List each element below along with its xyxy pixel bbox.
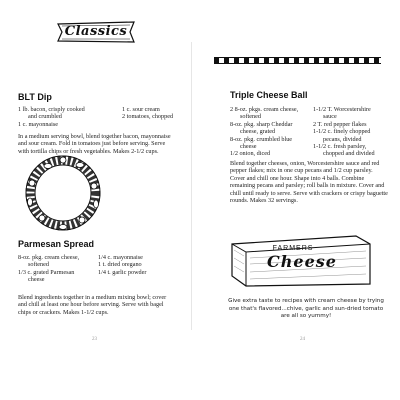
wreath-icon: [20, 150, 106, 236]
ingredient-line: 1-1/2 T. Worcestershire: [313, 106, 371, 113]
cheese-ball-ingredients-col1: [230, 106, 298, 158]
method-line: chips or crackers. Makes 1-1/2 cups.: [18, 308, 109, 316]
method-line: pepper flakes; mix in one cup pecans and 1/2 cup parsley.: [230, 167, 373, 175]
blt-ingredients-col1: [18, 106, 85, 128]
ingredient-line: 2 tomatoes, chopped: [122, 113, 174, 121]
tip-text: [226, 298, 386, 321]
ingredient-line: chopped and divided: [323, 150, 375, 158]
checkered-border: [214, 57, 381, 64]
ingredient-line: softened: [240, 113, 261, 121]
method-line: chill until ready to serve. Serve with crackers or crispy baguette: [230, 189, 388, 197]
tip-line: Give extra taste to recipes with cream cheese by trying: [228, 298, 384, 304]
ingredient-line: softened: [28, 261, 49, 269]
ingredient-line: 1/4 t. garlic powder: [98, 268, 147, 276]
banner-title: Classics: [64, 24, 128, 39]
classics-banner: [56, 20, 136, 44]
tip-line: one that's flavored...chive, garlic and sun-dried tomato: [228, 305, 384, 312]
ingredient-line: cheese: [28, 276, 45, 284]
cheese-ball-method: [230, 160, 388, 204]
ingredient-line: 1 c. mayonnaise: [18, 120, 59, 128]
method-line: and sour cream. Fold in tomatoes just before serving. Serve: [18, 140, 166, 148]
parmesan-ingredients-col1: [18, 254, 79, 284]
ingredient-line: pecans, divided: [323, 135, 362, 143]
method-line: remaining pecans and parsley; roll balls in mixture. Cover and: [230, 182, 385, 190]
ingredient-line: 1-1/2 c. finely chopped: [313, 128, 371, 136]
ingredient-line: 1/4 c. mayonnaise: [98, 254, 143, 261]
page-number-right: 24: [300, 337, 305, 342]
crate-name: Cheese: [267, 252, 337, 271]
blt-dip-title: BLT Dip: [18, 92, 52, 102]
method-line: Cover and chill one hour. Shape into 4 balls. Combine: [230, 174, 365, 182]
parmesan-ingredients-col2: [98, 254, 146, 276]
method-line: Blend ingredients together in a medium mixing bowl; cover: [18, 294, 167, 301]
ingredient-line: cheese: [240, 143, 257, 151]
parmesan-spread-title: Parmesan Spread: [18, 239, 95, 249]
method-line: In a medium serving bowl, blend together bacon, mayonnaise: [18, 133, 171, 140]
crate-label: FARMERS: [272, 245, 314, 252]
ingredient-line: and crumbled: [28, 113, 62, 121]
triple-cheese-ball-title: Triple Cheese Ball: [230, 90, 308, 100]
ingredient-line: 1/3 c. grated Parmesan: [18, 268, 75, 276]
ingredient-line: 1-1/2 c. fresh parsley,: [313, 143, 367, 151]
ingredient-line: 8-oz. pkg. crumbled blue: [230, 135, 293, 143]
parmesan-method: [18, 294, 166, 316]
ingredient-line: cheese, grated: [240, 128, 276, 136]
ingredient-line: sauce: [323, 113, 337, 121]
cheese-ball-ingredients-col2: [313, 106, 375, 158]
method-line: Blend together cheeses, onion, Worcestershire sauce and red: [230, 160, 380, 167]
ingredient-line: 1 c. sour cream: [122, 106, 160, 113]
method-line: with tortilla chips or fresh vegetables. Makes 2-1/2 cups.: [18, 147, 159, 155]
ingredient-line: 1 lb. bacon, crisply cooked: [18, 106, 85, 113]
tip-line: are all so yummy!: [280, 313, 332, 320]
blt-ingredients-col2: [122, 106, 173, 121]
ingredient-line: 1/2 onion, diced: [230, 150, 271, 158]
ingredient-line: 8-oz. pkg. cream cheese,: [18, 254, 80, 261]
ingredient-line: 2 T. red pepper flakes: [313, 120, 367, 128]
method-line: rounds. Makes 32 servings.: [230, 197, 298, 205]
method-line: and chill at least one hour before serving. Serve with bagel: [18, 301, 164, 309]
ingredient-line: 8-oz. pkg. sharp Cheddar: [230, 120, 293, 128]
ingredient-line: 1 t. dried oregano: [98, 261, 142, 269]
page-number-left: 23: [92, 337, 97, 342]
ingredient-line: 2 8-oz. pkgs. cream cheese,: [230, 106, 299, 113]
